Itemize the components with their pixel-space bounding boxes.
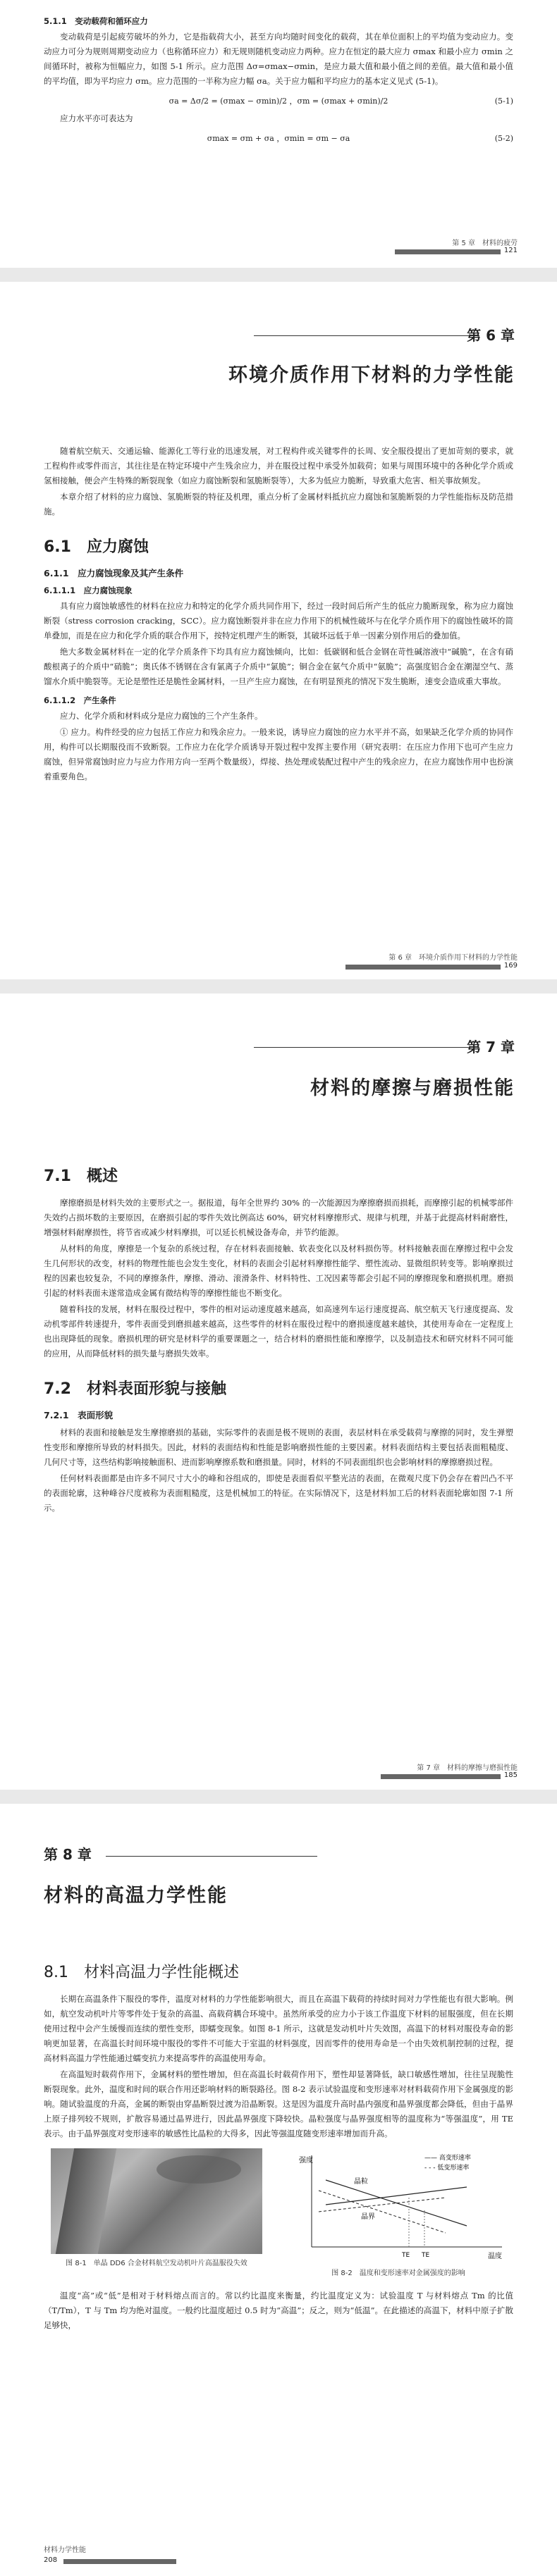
chapter-rule xyxy=(254,1047,479,1048)
paragraph: 绝大多数金属材料在一定的化学介质条件下均具有应力腐蚀倾向，比如：低碳钢和低合金钢在苛性碱溶液中“碱脆”，在含有硝酸根离子的介质中“硝脆”；奥氏体不锈钢在含有氯离子介质中“氯脆”；铜合金在氨气介质中“氨脆”；高强度铝合金在潮湿空气、蒸馏水介质中脆裂等。无论是塑性还是脆性金属材料，一旦产生应力腐蚀，在有明显预兆的情况下发生脆断，速变会造成重大事故。 xyxy=(44,647,513,686)
subsection-heading-6-1-1-2: 6.1.1.2 产生条件 xyxy=(44,695,116,705)
page-number: 208 xyxy=(44,2556,58,2564)
turbine-blade-photo xyxy=(51,2148,262,2254)
x-axis-label: 温度 xyxy=(488,2253,502,2260)
chapter-rule xyxy=(254,335,479,336)
chapter-title: 环境介质作用下材料的力学性能 xyxy=(228,364,515,386)
chapter-title: 材料的摩擦与磨损性能 xyxy=(310,1077,515,1099)
figure-8-2 xyxy=(283,2148,513,2279)
te-label-high: TE xyxy=(422,2252,430,2259)
section-heading-7-1: 7.1 概述 xyxy=(44,1168,118,1185)
paragraph: 本章介绍了材料的应力腐蚀、氢脆断裂的特征及机理，重点分析了金属材料抵抗应力腐蚀和氢脆断裂的力学性能指标及防范措施。 xyxy=(44,492,513,516)
paragraph: 任何材料表面都是由许多不同尺寸大小的峰和谷组成的，即使是表面看似平整光洁的表面，在微观尺度下仍会存在着凹凸不平的表面轮廓，这种峰谷尺度被称为表面粗糙度，这是机械加工的特征。在实际情况下，这是材料加工后的材料表面轮廓如图 7-1 所示。 xyxy=(44,1473,513,1513)
gb-strength-high-rate xyxy=(326,2187,467,2205)
paragraph: 应力、化学介质和材料成分是应力腐蚀的三个产生条件。 xyxy=(60,711,263,721)
running-footer: 第 6 章 环境介质作用下材料的力学性能 xyxy=(388,954,518,962)
footer-bar xyxy=(63,2559,176,2564)
page-121 xyxy=(0,0,557,268)
page-number: 185 xyxy=(503,1771,518,1779)
formula-5-2: σmax = σm + σa ，σmin = σm − σa (5-2) xyxy=(207,133,513,143)
figure-caption: 图 8-2 温度和变形速率对金属强度的影响 xyxy=(331,2270,465,2277)
figure-caption: 图 8-1 单晶 DD6 合金材料航空发动机叶片高温服役失效 xyxy=(66,2260,247,2267)
footer-bar xyxy=(345,965,501,970)
running-footer: 第 7 章 材料的摩擦与磨损性能 xyxy=(417,1764,518,1772)
paragraph: 温度“高”或“低”是相对于材料熔点而言的。常以约比温度来衡量，约比温度定义为：试验温度 T 与材料熔点 Tm 的比值（T/Tm），T 与 Tm 均为绝对温度。一般约比温度超过 0.5 时为“高温”；反之，则为“低温”。在此描述的高温下，材料中原子扩散足够快， xyxy=(44,2291,513,2330)
page-185 xyxy=(0,993,557,1790)
grain-strength-high-rate xyxy=(326,2180,467,2226)
y-axis-label: 强度 xyxy=(299,2157,313,2165)
paragraph: 摩擦磨损是材料失效的主要形式之一。据报道，每年全世界约 30% 的一次能源因为摩擦磨损而损耗，而摩擦引起的机械零部件失效约占损坏数的主要原因，在磨损引起的零件失效比例高达 60%，研究材料摩擦形式、规律与机理，并基于此提高材料耐磨性，增强材料耐摩损性，将节省或减少材料摩损，可以延长机械设备寿命，并节约能源。 xyxy=(44,1198,513,1237)
grain-strength-low-rate xyxy=(319,2191,446,2233)
page-footer xyxy=(388,951,518,962)
paragraph: 随着科技的发展，材料在服役过程中，零件的相对运动速度越来越高，如高速列车运行速度提高、航空航天飞行速度提高、发动机零部件转速提升，零件表面受到磨损越来越高，这些零件的材料在服役过程中的磨损速度越来越快，其使用寿命在一定程度上也出现降低的现象。磨损机理的研究是材料学的重要课题之一，结合材料的磨损性能和摩擦学，以及制造技术和研究材料不同可能的应用，从而降低材料的损失量与磨损失效率。 xyxy=(44,1304,513,1358)
figure-row xyxy=(44,2148,513,2279)
section-heading-7-2: 7.2 材料表面形貌与接触 xyxy=(44,1380,226,1398)
legend-low-rate: - - - 低变形速率 xyxy=(424,2165,470,2172)
paragraph: 具有应力腐蚀敏感性的材料在拉应力和特定的化学介质共同作用下，经过一段时间后所产生的低应力脆断现象，称为应力腐蚀断裂（stress corrosion cracking，SCC）。应力腐蚀断裂并非在应力作用下的机械性破坏与在化学介质作用下的腐蚀性破坏的简单叠加，而是在应力和化学介质的联合作用下，按特定机理产生的断裂，其破坏远低于单一因素分别作用后的叠加值。 xyxy=(44,601,513,640)
footer-bar xyxy=(395,249,501,254)
chapter-number: 第 7 章 xyxy=(467,1039,515,1055)
subsection-heading-7-2-1: 7.2.1 表面形貌 xyxy=(44,1410,114,1420)
strength-temperature-diagram xyxy=(283,2148,513,2261)
gb-strength-low-rate xyxy=(319,2198,446,2212)
figure-8-1 xyxy=(44,2148,269,2279)
paragraph: 从材料的角度，摩擦是一个复杂的系统过程，存在材料表面接触、软表变化以及材料损伤等。材料接触表面在摩擦过程中会发生几何形状的改变，材料的物理性能也会发生变化，材料的表面会引起材料摩擦性能学、塑性流动、显微组织转变等。影响摩损过程的因素也较复杂，不同的摩擦条件，摩擦、滑动、滚滑条件、材料特性、工况因素等都会引起不同的摩擦现象和磨损机理。磨损引起的材料表面未遂常造成金属有微结构等的摩擦性能也不断变化。 xyxy=(44,1244,513,1298)
paragraph: 长期在高温条件下服役的零件，温度对材料的力学性能影响很大，而且在高温下载荷的持续时间对力学性能也有很大影响。例如，航空发动机叶片等零件处于复杂的高温、高载荷耦合环境中。虽然所承受的应力小于该工作温度下材料的屈服强度，但在长期使用过程中会产生缓慢而连续的塑性变形，即蠕变现象。如图 8-1 所示，这就是发动机叶片失效图，高温下的材料对服役寿命的影响更加显著，在高温长时间环境中服役的零件不可能大于室温的材料强度，因而零件的使用寿命是一个由失效机制控制的过程，提高材料高温力学性能通过蠕变抗力来提高零件的高温使用寿命。 xyxy=(44,1994,513,2063)
chapter-rule xyxy=(106,1856,317,1857)
section-heading-5-1-1: 5.1.1 变动载荷和循环应力 xyxy=(44,16,148,26)
section-heading-6-1: 6.1 应力腐蚀 xyxy=(44,538,149,556)
page-169 xyxy=(0,282,557,979)
legend-high-rate: —— 高变形速率 xyxy=(424,2155,471,2162)
page-footer: 材料力学性能 xyxy=(44,2546,86,2554)
subsection-heading-6-1-1: 6.1.1 应力腐蚀现象及其产生条件 xyxy=(44,568,184,578)
paragraph: 变动载荷是引起疲劳破坏的外力，它是指载荷大小，甚至方向均随时间变化的载荷，其在单位面积上的平均值为变动应力。变动应力可分为规则周期变动应力（也称循环应力）和无规则随机变动应力两种。应力在恒定的最大应力 σmax 和最小应力 σmin 之间循环时，被称为恒幅应力，如图 5-1 所示。应力范围 Δσ=σmax−σmin，是应力最大值和最小值之间的差值。最大值和最小值的平均值，即为平均应力 σm。应力范围的一半称为应力幅 σa。关于应力幅和平均应力的基本定义见式 (5-1)。 xyxy=(44,32,513,86)
te-label-low: TE xyxy=(402,2252,410,2259)
page-footer xyxy=(417,1761,518,1772)
paragraph: 在高温短时载荷作用下，金属材料的塑性增加，但在高温长时载荷作用下，塑性却显著降低，缺口敏感性增加，往往呈现脆性断裂现象。此外，温度和时间的联合作用还影响材料的断裂路径。图 8-2 表示试验温度和变形速率对材料载荷作用下金属强度的影响。随试验温度的升高，金属的断裂由穿晶断裂过渡为沿晶断裂。这是因为温度升高时晶内强度和晶界强度都会降低，但由于晶界上原子排列较不规则，扩散容易通过晶界进行，因此晶界强度下降较快。晶粒强度与晶界强度相等的温度称为“等强温度”，用 TE 表示。由于晶界强度对变形速率的敏感性比晶粒的大得多，因此等强温度随变形速率增加而升高。 xyxy=(44,2069,513,2138)
formula-5-1: σa = Δσ/2 = (σmax − σmin)/2 ，σm = (σmax + σmin)/2 (5-1) xyxy=(169,96,513,106)
page-number: 169 xyxy=(503,962,518,970)
grain-label: 晶粒 xyxy=(354,2178,368,2186)
paragraph: 应力水平亦可表达为 xyxy=(60,113,133,123)
paragraph: 随着航空航天、交通运输、能源化工等行业的迅速发展，对工程构件或关键零件的长周、安全服役提出了更加苛刻的要求，就工程构件或零件而言，其往往是在特定环境中产生残余应力，并在服役过程中承受外加载荷；如果与周围环境中的各种化学介质或氢相接触，便会产生特殊的断裂现象（如应力腐蚀断裂和氢脆断裂等），大多为低应力脆断，导致重大危害、相关事故频发。 xyxy=(44,446,513,485)
paragraph: ① 应力。构件经受的应力包括工作应力和残余应力。一般来说，诱导应力腐蚀的应力水平并不高，如果缺乏化学介质的协同作用，构件可以长期服役而不致断裂。工作应力在化学介质诱导开裂过程中发挥主要作用（研究表明：在压应力作用下也可产生应力腐蚀，但异常腐蚀时应力与应力作用方向一至两个数量级），焊接、热处理或装配过程中产生的残余应力，在应力腐蚀作用中也扮演着重要角色。 xyxy=(44,727,513,781)
footer-bar xyxy=(381,1774,501,1779)
page-208 xyxy=(0,1804,557,2576)
chapter-title: 材料的高温力学性能 xyxy=(44,1885,228,1907)
chapter-number: 第 8 章 xyxy=(44,1846,92,1863)
gb-label: 晶界 xyxy=(361,2213,375,2221)
paragraph: 材料的表面和接触是发生摩擦磨损的基础，实际零件的表面是极不规则的表面，表层材料在承受载荷与摩擦的同时，发生弹塑性变形和摩擦所导致的材料损失。因此，材料的表面结构和性能是影响磨损性能的主要因素。材料表面结构主要包括表面粗糙度、几何尺寸等，这些结构影响接触面积、进而影响摩擦系数和磨损量。同时，材料的不同表面组织也会影响材料的摩擦磨损过程。 xyxy=(44,1428,513,1467)
running-footer: 第 5 章 材料的疲劳 xyxy=(452,240,518,247)
subsection-heading-6-1-1-1: 6.1.1.1 应力腐蚀现象 xyxy=(44,586,133,595)
section-heading-8-1: 8.1 材料高温力学性能概述 xyxy=(44,1964,239,1981)
chapter-number: 第 6 章 xyxy=(467,327,515,344)
page-footer xyxy=(452,237,518,247)
page-number: 121 xyxy=(503,247,518,254)
